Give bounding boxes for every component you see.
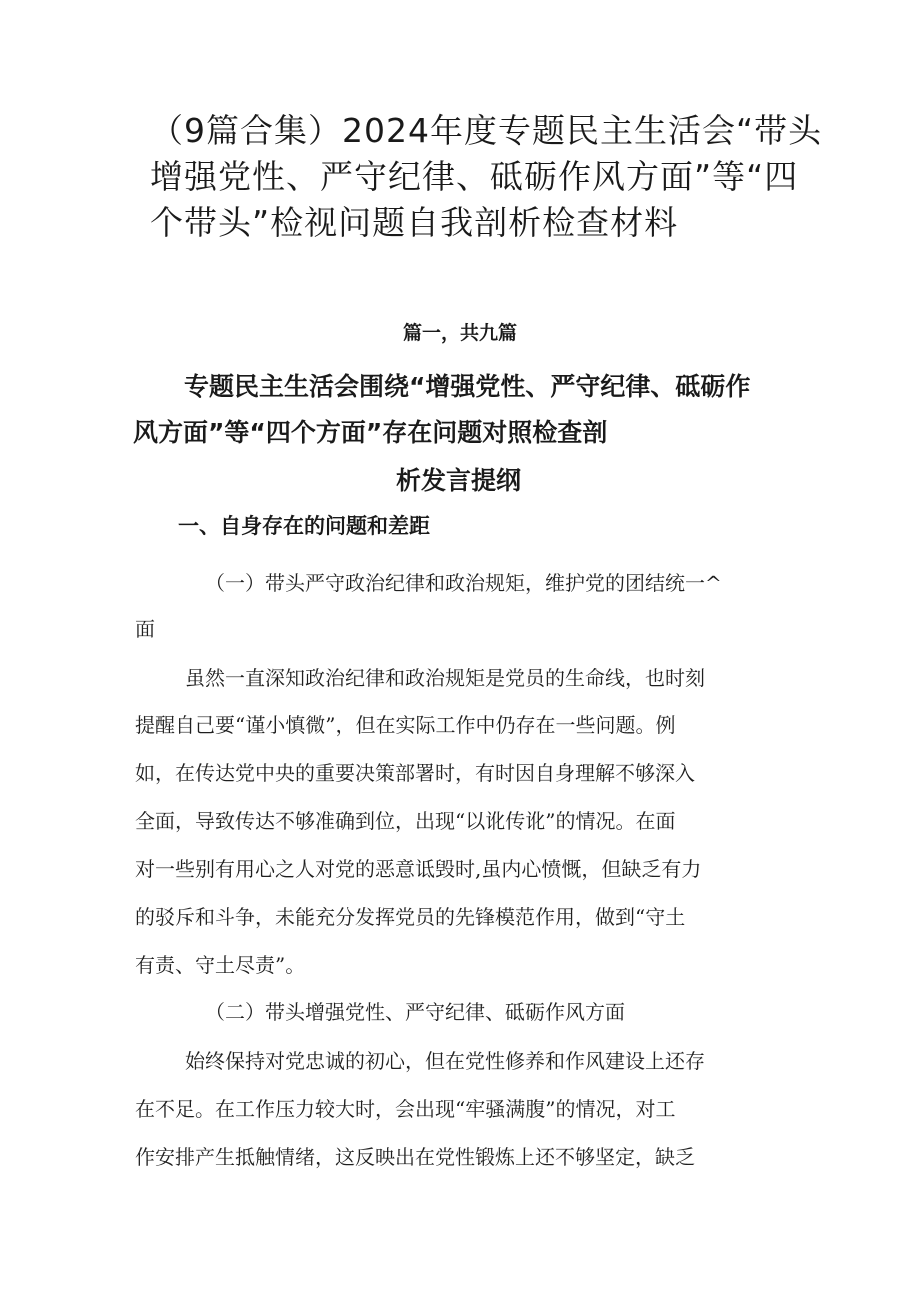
paragraph-1-line-2: 提醒自己要“谨小慎微”，但在实际工作中仍存在一些问题。例	[135, 713, 676, 737]
paragraph-2-line-2: 在不足。在工作压力较大时，会出现“牢骚满腹”的情况，对工	[135, 1097, 676, 1121]
paragraph-1-line-6: 的驳斥和斗争，未能充分发挥党员的先锋模范作用，做到“守土	[135, 905, 686, 929]
document-title	[150, 108, 840, 246]
title-line-1: （9篇合集）2024年度专题民主生活会“带头	[150, 111, 823, 150]
paragraph-1-line-7: 有责、守土尽责”。	[135, 953, 306, 977]
paragraph-2-line-1: 始终保持对党忠诚的初心，但在党性修养和作风建设上还存	[185, 1049, 705, 1073]
paragraph-2-line-3: 作安排产生抵触情绪，这反映出在党性锻炼上还不够坚定，缺乏	[135, 1145, 695, 1169]
article-title-line-2: 风方面”等“四个方面”存在问题对照检查剖	[133, 418, 608, 447]
title-line-3: 个带头”检视问题自我剖析检查材料	[150, 203, 679, 242]
paragraph-1-line-1: 虽然一直深知政治纪律和政治规矩是党员的生命线，也时刻	[185, 666, 705, 690]
paragraph-1-line-4: 全面，导致传达不够准确到位，出现“以讹传讹”的情况。在面	[135, 809, 676, 833]
paragraph-1-line-5: 对一些别有用心之人对党的恶意诋毁时,虽内心愤慨，但缺乏有力	[135, 857, 702, 881]
title-line-2: 增强党性、严守纪律、砥砺作风方面”等“四	[150, 157, 799, 196]
subsection-1-line-1: （一）带头严守政治纪律和政治规矩，维护党的团结统一^	[205, 571, 722, 595]
article-title-line-3: 析发言提纲	[396, 466, 522, 495]
part-label: 篇一，共九篇	[402, 322, 517, 344]
subsection-2-heading: （二）带头增强党性、严守纪律、砥砺作风方面	[205, 1000, 625, 1024]
article-title-line-1: 专题民主生活会围绕“增强党性、严守纪律、砥砺作	[184, 372, 751, 401]
section-heading: 一、自身存在的问题和差距	[178, 513, 430, 538]
paragraph-1-line-3: 如，在传达党中央的重要决策部署时，有时因自身理解不够深入	[135, 761, 695, 785]
subsection-1-line-2: 面	[135, 617, 155, 641]
